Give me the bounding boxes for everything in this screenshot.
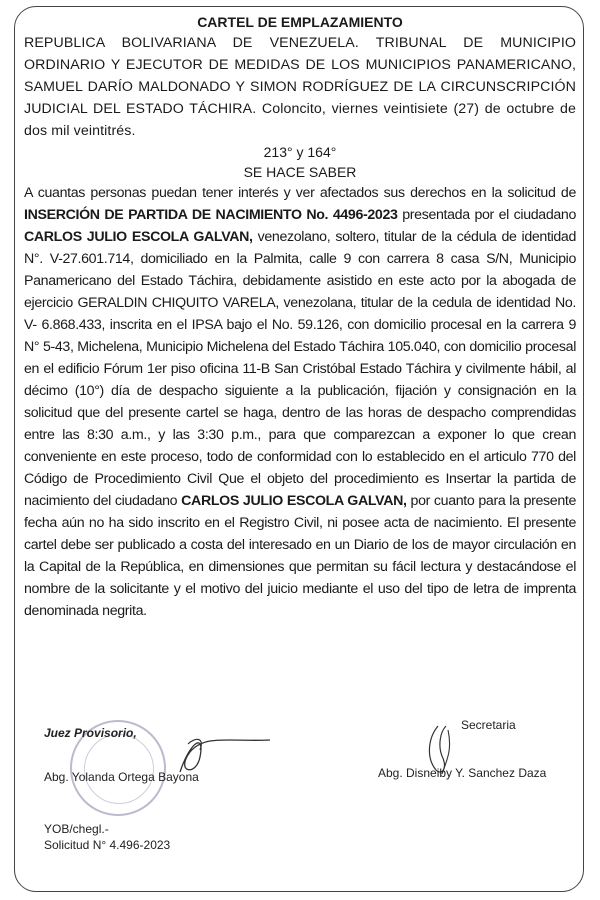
body-text-3: venezolano, soltero, titular de la cédula de identidad N°. V-27.601.714, domiciliado en la Palmita, calle 9 con carrera 8 casa S/N, Municipio Panamericano del Estado Táchira, debidamente asistido en este acto por la abogada de ejercicio GERALDIN CHIQUITO VARELA, venezolana, titular de la cedula de identidad No. V- 6.868.433, inscrita en el IPSA bajo el No. 59.126, con domicilio procesal en la carrera 9 N° 5-43, Michelena, Municipio Michelena del Estado Táchira 105.040, con domicilio procesal en el edificio Fórum 1er piso oficina 11-B San Cristóbal Estado Táchira y civilmente hábil, al décimo (10°) día de despacho siguiente a la publicación, fijación y consignación en la solicitud que del presente cartel se haga, dentro de las horas de despacho comprendidas entre las 8:30 a.m., y las 3:30 p.m., para que comparezcan a exponer lo que crean conveniente en este proceso, todo de conformidad con lo establecido en el articulo 770 del Código de Procedimiento Civil Que el objeto del procedimiento es Insertar la partida de nacimiento del ciudadano (24, 229, 576, 509)
announce-line: SE HACE SABER (243, 164, 357, 180)
body-text-2: presentada por el ciudadano (397, 207, 576, 223)
document-content (24, 14, 576, 622)
judge-name: Abg. Yolanda Ortega Bayona (44, 770, 199, 784)
document-title: CARTEL DE EMPLAZAMIENTO (197, 14, 403, 30)
body-text-1: A cuantas personas puedan tener interés y ver afectados sus derechos en la solicitud de (24, 185, 576, 201)
initials-line: YOB/chegl.- (44, 822, 109, 836)
case-title: INSERCIÓN DE PARTIDA DE NACIMIENTO No. 4496-2023 (24, 207, 398, 223)
court-heading: REPUBLICA BOLIVARIANA DE VENEZUELA. TRIBUNAL DE MUNICIPIO ORDINARIO Y EJECUTOR DE MEDIDAS DE LOS MUNICIPIOS PANAMERICANO, SAMUEL DARÍO MALDONADO Y SIMON RODRÍGUEZ DE LA CIRCUNSCRIPCIÓN JUDICIAL DEL ESTADO TÁCHIRA. Coloncito, viernes veintisiete (27) de octubre de dos mil veintitrés. (24, 35, 576, 139)
applicant-name-repeat: CARLOS JULIO ESCOLA GALVAN, (181, 493, 407, 509)
judge-role: Juez Provisorio, (44, 726, 137, 740)
secretary-name: Abg. Disneiby Y. Sanchez Daza (378, 766, 547, 780)
body-paragraph (24, 182, 576, 622)
body-text-4: por cuanto para la presente fecha aún no ha sido inscrito en el Registro Civil, ni posee acta de nacimiento. El presente cartel debe ser publicado a costa del interesado en un Diario de los de mayor circulación en la Capital de la República, en dimensiones que permitan su fácil lectura y destacándose el nombre de la solicitante y el motivo del juicio mediante el uso del tipo de letra de imprenta denominada negrita. (24, 493, 576, 619)
years-line: 213° y 164° (263, 144, 337, 160)
secretary-role: Secretaria (461, 718, 516, 732)
solicitud-line: Solicitud N° 4.496-2023 (44, 838, 171, 852)
applicant-name: CARLOS JULIO ESCOLA GALVAN, (24, 229, 253, 245)
